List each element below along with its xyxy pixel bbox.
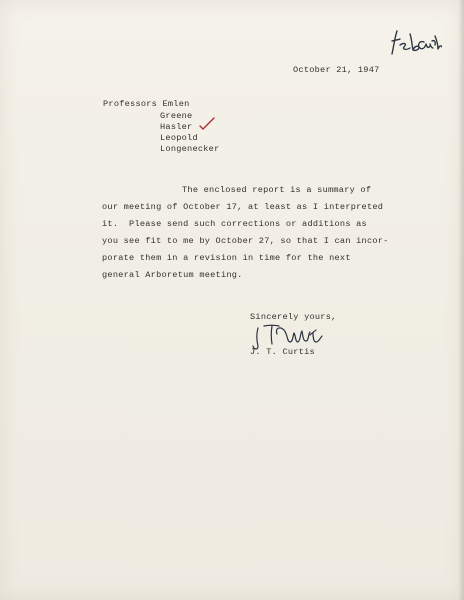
typed-signature-name: J. T. Curtis bbox=[250, 347, 315, 357]
body-line-3: it. Please send such corrections or additions as bbox=[102, 219, 367, 229]
handwritten-note bbox=[386, 24, 442, 58]
addressee-leopold: Leopold bbox=[160, 133, 198, 143]
paper-edge-shadow bbox=[458, 0, 464, 600]
addressee-greene: Greene bbox=[160, 111, 193, 121]
body-line-5: porate them in a revision in time for the next bbox=[102, 253, 351, 263]
body-line-6: general Arboretum meeting. bbox=[102, 270, 243, 280]
body-line-1: The enclosed report is a summary of bbox=[182, 185, 372, 195]
addressee-longenecker: Longenecker bbox=[160, 144, 220, 154]
letter-date: October 21, 1947 bbox=[293, 65, 380, 75]
red-check-mark-icon bbox=[199, 117, 215, 131]
salutation-line: Professors Emlen bbox=[103, 99, 190, 109]
closing-line: Sincerely yours, bbox=[250, 312, 337, 322]
addressee-hasler: Hasler bbox=[160, 122, 193, 132]
body-line-2: our meeting of October 17, at least as I interpreted bbox=[102, 202, 384, 212]
body-line-4: you see fit to me by October 27, so that I can incor- bbox=[102, 236, 389, 246]
